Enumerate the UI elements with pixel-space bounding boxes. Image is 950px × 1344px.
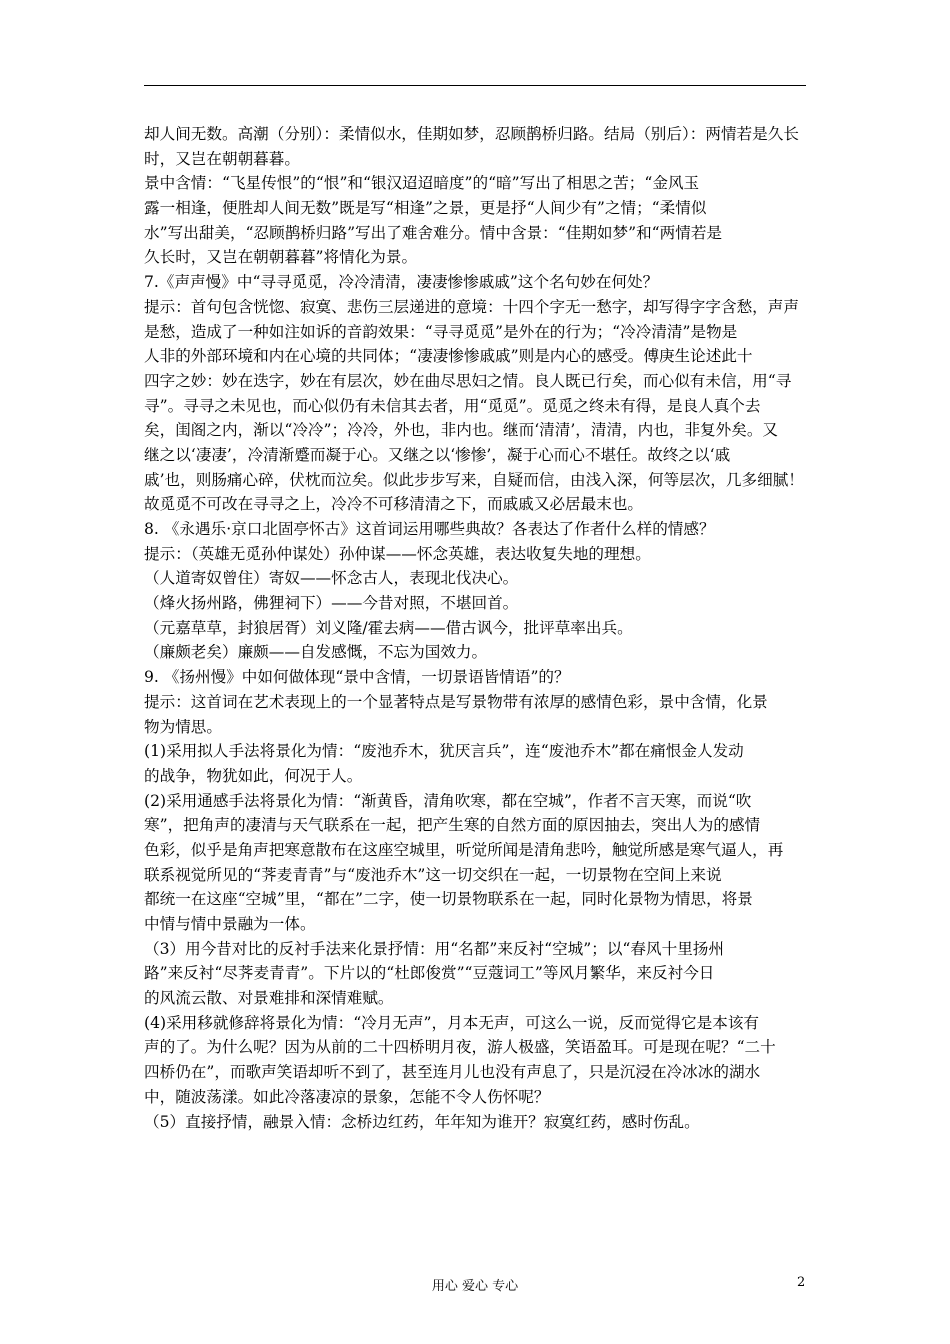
- text-line: （人道寄奴曾住）寄奴——怀念古人，表现北伐决心。: [144, 569, 519, 588]
- text-line: 提示：这首词在艺术表现上的一个显著特点是写景物带有浓厚的感情色彩，景中含情，化景: [144, 692, 768, 711]
- text-line: 继之以‘凄凄’，冷清渐蹙而凝于心。又继之以‘惨惨’，凝于心而心不堪任。故终之以‘戚: [144, 445, 731, 464]
- text-line: 联系视觉所见的“荠麦青青”与“废池乔木”这一切交织在一起，一切景物在空间上来说: [144, 865, 722, 884]
- page-number: 2: [797, 1275, 806, 1290]
- text-line: 的风流云散、对景难排和深情难赋。: [144, 989, 394, 1008]
- text-line: 寻”。寻寻之未见也，而心似仍有未信其去者，用“觅觅”。觅觅之终未有得，是良人真个去: [144, 396, 761, 415]
- text-line: （3）用今昔对比的反衬手法来化景抒情：用“名都”来反衬“空城”；以“春风十里扬州: [144, 939, 724, 958]
- text-line: 是愁，造成了一种如注如诉的音韵效果：“寻寻觅觅”是外在的行为；“冷冷清清”是物是: [144, 322, 738, 341]
- text-line: 四桥仍在”，而歌声笑语却听不到了，甚至连月儿也没有声息了，只是沉浸在冷冰冰的湖水: [144, 1063, 761, 1082]
- text-line: 却人间无数。高潮（分别）：柔情似水，佳期如梦，忍顾鹊桥归路。结局（别后）：两情若是久长: [144, 125, 799, 143]
- text-line: 色彩，似乎是角声把寒意散布在这座空城里，听觉所闻是清角悲吟，触觉所感是寒气逼人，再: [144, 840, 784, 859]
- text-line: 物为情思。: [144, 717, 222, 736]
- text-line: 四字之妙：妙在迭字，妙在有层次，妙在曲尽思妇之情。良人既已行矣，而心似有未信，用“寻: [144, 371, 792, 390]
- text-line: 寒”，把角声的凄清与天气联系在一起，把产生寒的自然方面的原因抽去，突出人为的感情: [144, 816, 761, 835]
- text-line: 9. 《扬州慢》中如何做体现“景中含情，一切景语皆情语”的？: [144, 668, 570, 687]
- text-line: 都统一在这座“空城”里，“都在”二字，使一切景物联系在一起，同时化景物为情思，将景: [144, 890, 753, 909]
- text-line: (2)采用通感手法将景化为情：“渐黄昏，清角吹寒，都在空城”，作者不言天寒，而说“吹: [144, 791, 752, 810]
- text-line: 的战争，物犹如此，何况于人。: [144, 766, 363, 785]
- text-line: 8. 《永遇乐·京口北固亭怀古》这首词运用哪些典故？各表达了作者什么样的情感？: [144, 520, 715, 538]
- text-line: 路”来反衬“尽荠麦青青”。下片以的“杜郎俊赏”“豆蔻词工”等风月繁华，来反衬今日: [144, 964, 715, 983]
- text-line: （廉颇老矣）廉颇——自发感慨，不忘为国效力。: [144, 643, 488, 662]
- text-line: 水”写出甜美，“忍顾鹊桥归路”写出了难舍难分。情中含景：“佳期如梦”和“两情若是: [144, 223, 723, 242]
- text-line: 景中含情：“飞星传恨”的“恨”和“银汉迢迢暗度”的“暗”写出了相思之苦；“金风玉: [144, 174, 700, 193]
- text-line: 久长时，又岂在朝朝暮暮”将情化为景。: [144, 248, 418, 267]
- text-line: 矣，闺阁之内，渐以“冷冷”；冷冷，外也，非内也。继而‘清清’，清清，内也，非复外矣。又: [144, 421, 779, 440]
- text-line: 中情与情中景融为一体。: [144, 915, 316, 933]
- text-line: (4)采用移就修辞将景化为情：“冷月无声”，月本无声，可这么一说，反而觉得它是本该有: [144, 1013, 760, 1032]
- text-line: 提示：（英雄无觅孙仲谋处）孙仲谋——怀念英雄，表达收复失地的理想。: [144, 544, 651, 563]
- text-line: 提示：首句包含恍惚、寂寞、悲伤三层递进的意境：十四个字无一愁字，却写得字字含愁，声声: [144, 297, 799, 316]
- header-rule: [144, 85, 806, 86]
- footer-motto: 用心 爱心 专心: [431, 1279, 519, 1294]
- text-line: 人非的外部环境和内在心境的共同体；“凄凄惨惨戚戚”则是内心的感受。傅庚生论述此十: [144, 347, 753, 366]
- text-line: 7.《声声慢》中“寻寻觅觅，冷冷清清，凄凄惨惨戚戚”这个名句妙在何处？: [144, 273, 659, 292]
- text-line: （5）直接抒情，融景入情：念桥边红药，年年知为谁开？寂寞红药，感时伤乱。: [144, 1112, 700, 1131]
- text-line: （元嘉草草，封狼居胥）刘义隆/霍去病——借古讽今，批评草率出兵。: [144, 618, 633, 637]
- text-line: 戚’也，则肠痛心碎，伏枕而泣矣。似此步步写来，自疑而信，由浅入深，何等层次，几多细腻！: [144, 470, 804, 489]
- text-line: 露一相逢，便胜却人间无数”既是写“相逢”之景，更是抒“人间少有”之情；“柔情似: [144, 199, 707, 218]
- text-line: 故觅觅不可改在寻寻之上，冷冷不可移清清之下，而戚戚又必居最末也。: [144, 495, 644, 514]
- text-line: (1)采用拟人手法将景化为情：“废池乔木，犹厌言兵”，连“废池乔木”都在痛恨金人发动: [144, 742, 744, 761]
- text-line: 时，又岂在朝朝暮暮。: [144, 149, 300, 168]
- text-line: 声的了。为什么呢？因为从前的二十四桥明月夜，游人极盛，笑语盈耳。可是现在呢？“二十: [144, 1038, 776, 1057]
- text-line: （烽火扬州路，佛狸祠下）——今昔对照，不堪回首。: [144, 594, 519, 613]
- text-line: 中，随波荡漾。如此冷落凄凉的景象，怎能不令人伤怀呢？: [144, 1087, 550, 1106]
- document-body: [144, 122, 810, 1134]
